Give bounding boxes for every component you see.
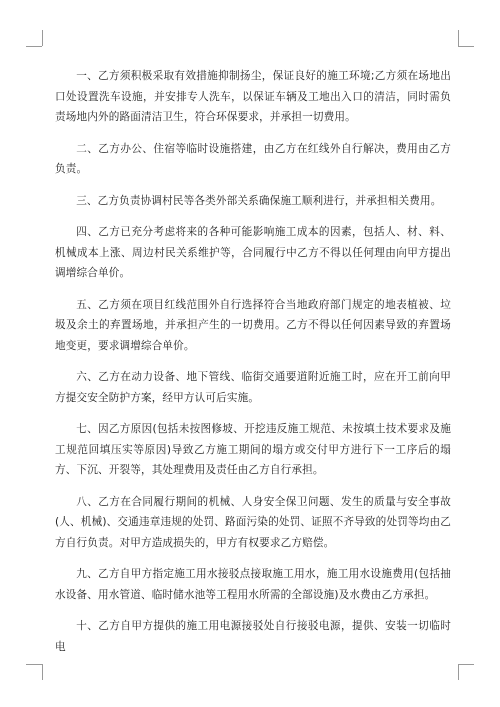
crop-mark-top-right-h bbox=[458, 46, 474, 47]
clause-9-paragraph: 九、乙方自甲方指定施工用水接驳点接取施工用水，施工用水设施费用(包括抽水设备、用水管道、临时储水池等工程用水所需的全部设施)及水费由乙方承担。 bbox=[55, 568, 451, 601]
crop-mark-bottom-right-h bbox=[458, 664, 474, 665]
clause-4-paragraph: 四、乙方已充分考虑将来的各种可能影响施工成本的因素，包括人、材、料、机械成本上涨、周边村民关系维护等，合同履行中乙方不得以任何理由向甲方提出调增综合单价。 bbox=[55, 226, 451, 279]
crop-mark-top-left-v bbox=[42, 30, 43, 46]
crop-mark-top-right-v bbox=[458, 30, 459, 46]
clause-3-paragraph: 三、乙方负责协调村民等各类外部关系确保施工顺利进行，并承担相关费用。 bbox=[76, 194, 442, 207]
document-body bbox=[55, 66, 451, 668]
crop-mark-bottom-right-v bbox=[458, 664, 459, 680]
clause-10-paragraph: 十、乙方自甲方提供的施工用电源接驳处自行接驳电源，提供、安装一切临时电 bbox=[55, 620, 451, 653]
clause-5-paragraph: 五、乙方须在项目红线范围外自行选择符合当地政府部门规定的地表植被、垃圾及余土的弃置场地，并承担产生的一切费用。乙方不得以任何因素导致的弃置场地变更，要求调增综合单价。 bbox=[55, 298, 451, 352]
clause-2-paragraph: 二、乙方办公、住宿等临时设施搭建，由乙方在红线外自行解决，费用由乙方负责。 bbox=[55, 142, 451, 175]
crop-mark-bottom-left-v bbox=[42, 664, 43, 680]
clause-1-paragraph: 一、乙方须积极采取有效措施抑制扬尘，保证良好的施工环境;乙方须在场地出口处设置洗车设施，并安排专人洗车，以保证车辆及工地出入口的清洁，同时需负责场地内外的路面清洁卫生，符合环保要求，并承担一切费用。 bbox=[55, 70, 451, 123]
crop-mark-bottom-left-h bbox=[26, 664, 42, 665]
crop-mark-top-left-h bbox=[26, 46, 42, 47]
clause-8-paragraph: 八、乙方在合同履行期间的机械、人身安全保卫问题、发生的质量与安全事故(人、机械)、交通违章违规的处罚、路面污染的处罚、证照不齐导致的处罚等均由乙方自行负责。对甲方造成损失的，甲方有权要求乙方赔偿。 bbox=[55, 495, 451, 549]
clause-6-paragraph: 六、乙方在动力设备、地下管线、临街交通要道附近施工时，应在开工前向甲方提交安全防护方案，经甲方认可后实施。 bbox=[55, 371, 451, 404]
clause-7-paragraph: 七、因乙方原因(包括未按图修坡、开挖违反施工规范、未按填土技术要求及施工规范回填压实等原因)导致乙方施工期间的塌方或交付甲方进行下一工序后的塌方、下沉、开裂等，其处理费用及责任由乙方自行承担。 bbox=[55, 423, 451, 476]
